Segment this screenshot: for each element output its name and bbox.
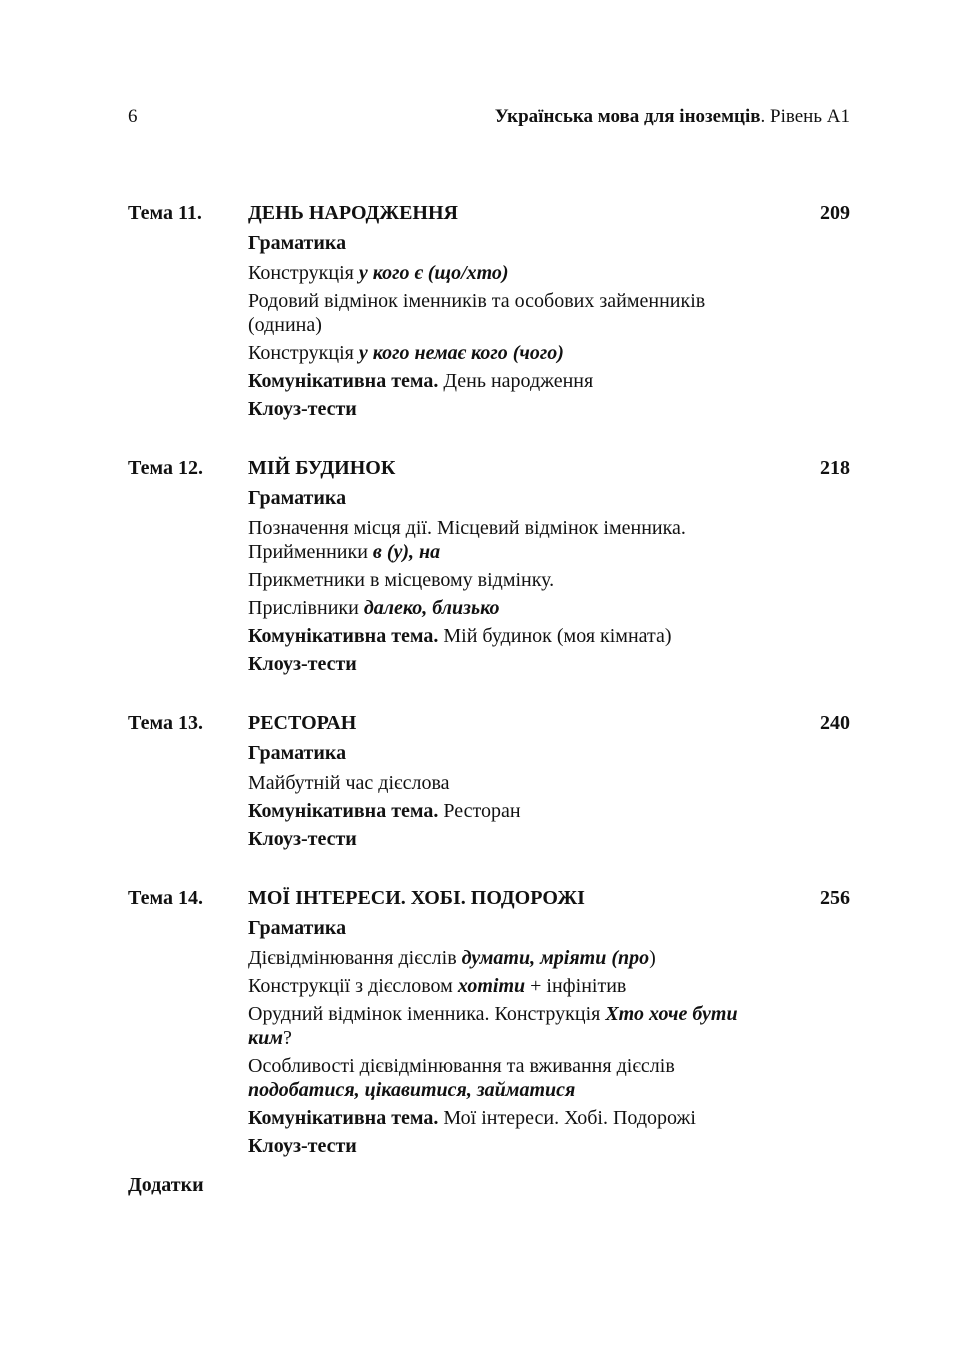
grammar-item — [248, 1002, 778, 1050]
toc-topic — [128, 707, 850, 853]
text-run: у кого є (що/хто) — [358, 262, 509, 284]
running-title-level: . Рівень А1 — [760, 106, 850, 127]
topic-page-number: 256 — [820, 887, 850, 909]
topic-title: МІЙ БУДИНОК — [248, 457, 396, 479]
topic-body — [248, 707, 778, 853]
topic-title: МОЇ ІНТЕРЕСИ. ХОБІ. ПОДОРОЖІ — [248, 887, 585, 909]
text-run: Прислівники — [248, 597, 364, 619]
communicative-topic-text: Мої інтереси. Хобі. Подорожі — [438, 1107, 696, 1129]
text-run: Дієвідмінювання дієслів — [248, 947, 462, 969]
grammar-item — [248, 974, 778, 998]
topic-page-number: 218 — [820, 457, 850, 479]
appendix-heading: Додатки — [128, 1174, 204, 1196]
topic-label: Тема 12. — [128, 457, 203, 479]
communicative-topic — [248, 797, 778, 825]
communicative-topic — [248, 1104, 778, 1132]
cloze-tests: Клоуз-тести — [248, 653, 357, 675]
text-run: Родовий відмінок іменників та особових займенників (однина) — [248, 290, 706, 336]
topic-title: РЕСТОРАН — [248, 712, 357, 734]
communicative-topic-label: Комунікативна тема. — [248, 370, 439, 392]
page-header — [128, 106, 850, 132]
grammar-item — [248, 289, 778, 337]
communicative-topic — [248, 367, 778, 395]
topic-body — [248, 452, 778, 678]
communicative-topic-label: Комунікативна тема. — [248, 625, 439, 647]
topic-label: Тема 13. — [128, 712, 203, 734]
grammar-item — [248, 1054, 778, 1102]
grammar-item — [248, 516, 778, 564]
table-of-contents — [128, 197, 850, 1189]
communicative-topic-text: Ресторан — [438, 800, 521, 822]
text-run: Конструкції з дієсловом — [248, 975, 458, 997]
grammar-item — [248, 946, 778, 970]
page-number: 6 — [128, 106, 138, 127]
text-run: далеко, близько — [363, 597, 500, 619]
toc-topic — [128, 452, 850, 678]
text-run: Хто хоче бути ким — [248, 1003, 738, 1049]
grammar-item — [248, 568, 778, 592]
cloze-tests: Клоуз-тести — [248, 828, 357, 850]
text-run: Орудний відмінок іменника. Конструкція — [248, 1003, 606, 1025]
communicative-topic-label: Комунікативна тема. — [248, 800, 439, 822]
grammar-item — [248, 341, 778, 365]
grammar-item — [248, 261, 778, 285]
communicative-topic-text: Мій будинок (моя кімната) — [438, 625, 672, 647]
running-title-book: Українська мова для іноземців — [494, 106, 761, 127]
text-run: ) — [649, 947, 656, 969]
topic-page-number: 240 — [820, 712, 850, 734]
grammar-heading: Граматика — [248, 487, 347, 509]
text-run: подобатися, цікавитися, займатися — [248, 1079, 576, 1101]
grammar-item — [248, 596, 778, 620]
grammar-heading: Граматика — [248, 742, 347, 764]
toc-topic — [128, 197, 850, 423]
topic-body — [248, 197, 778, 423]
running-title — [495, 106, 850, 128]
text-run: + інфінітив — [525, 975, 627, 997]
communicative-topic-label: Комунікативна тема. — [248, 1107, 439, 1129]
grammar-item — [248, 771, 778, 795]
topic-label: Тема 11. — [128, 202, 202, 224]
topic-title: ДЕНЬ НАРОДЖЕННЯ — [248, 202, 458, 224]
text-run: думати, мріяти (про — [461, 947, 650, 969]
text-run: Прикметники в місцевому відмінку. — [248, 569, 555, 591]
text-run: у кого немає кого (чого) — [358, 342, 564, 364]
cloze-tests: Клоуз-тести — [248, 1135, 357, 1157]
text-run: Позначення місця дії. Місцевий відмінок іменника. Прийменники — [248, 517, 686, 563]
text-run: хотіти — [457, 975, 526, 997]
text-run: Особливості дієвідмінювання та вживання дієслів — [248, 1055, 675, 1077]
text-run: Майбутній час дієслова — [248, 772, 450, 794]
text-run: ? — [282, 1027, 292, 1049]
text-run: Конструкція — [248, 342, 359, 364]
text-run: в (у), на — [372, 541, 441, 563]
toc-topic — [128, 882, 850, 1160]
topic-page-number: 209 — [820, 202, 850, 224]
grammar-heading: Граматика — [248, 232, 347, 254]
communicative-topic — [248, 622, 778, 650]
topic-label: Тема 14. — [128, 887, 203, 909]
cloze-tests: Клоуз-тести — [248, 398, 357, 420]
text-run: Конструкція — [248, 262, 359, 284]
topic-body — [248, 882, 778, 1160]
communicative-topic-text: День народження — [438, 370, 594, 392]
grammar-heading: Граматика — [248, 917, 347, 939]
